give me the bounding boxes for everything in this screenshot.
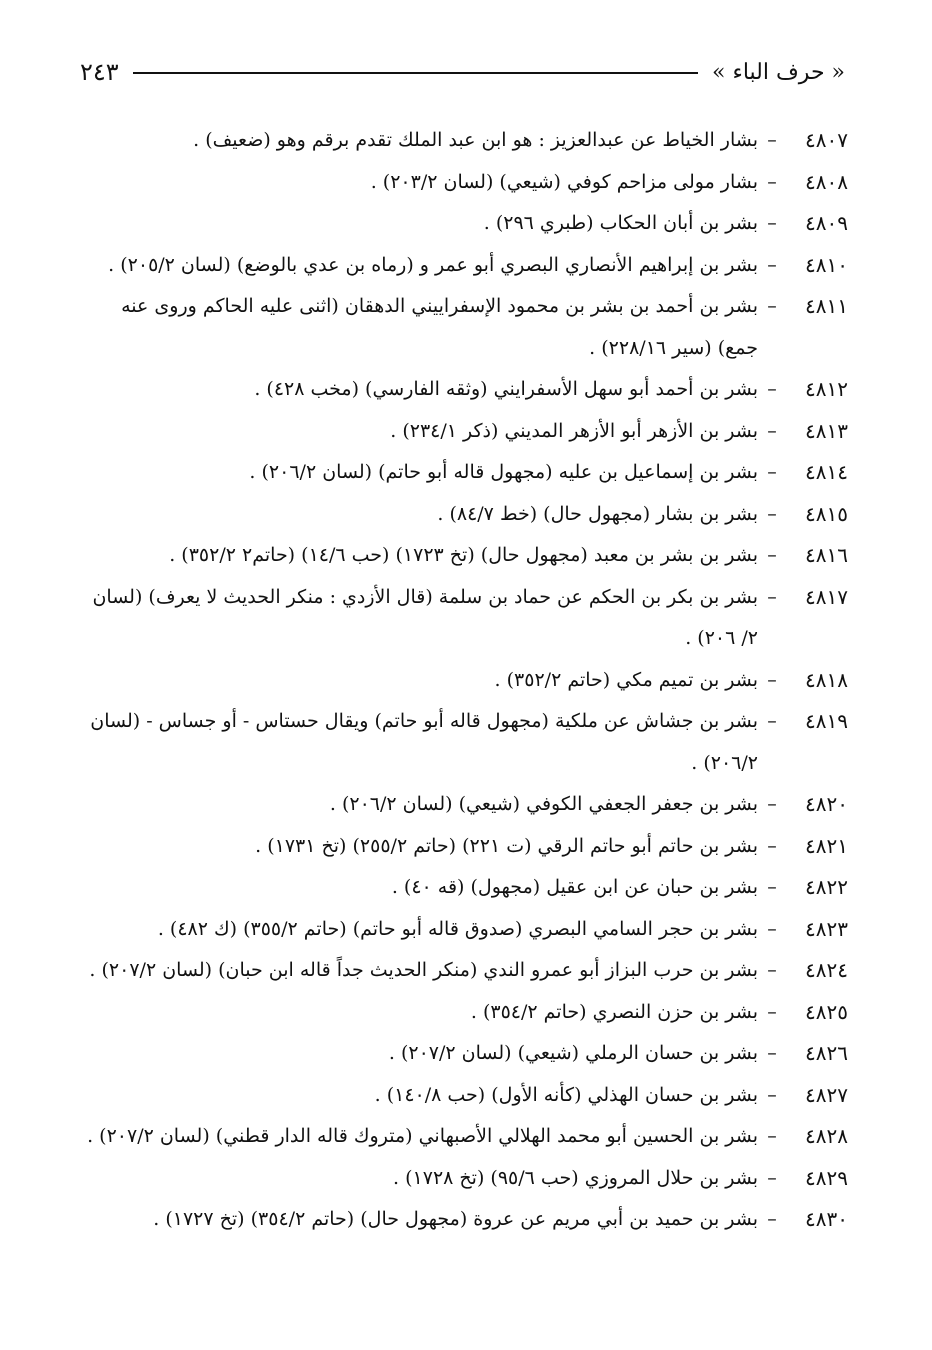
entry-text: بشر بن حزن النصري (حاتم ٣٥٤/٢) . (470, 1000, 758, 1023)
entry (78, 701, 848, 784)
entry-text: بشر بن حبان عن ابن عقيل (مجهول) (قه ٤٠) . (391, 876, 758, 898)
entry-number: ٤٨١٨ (805, 667, 848, 692)
entry-text: بشر بن حميد بن أبي مريم عن عروة (مجهول حال) (حاتم ٣٥٤/٢) (تخ ١٧٢٧) . (153, 1208, 758, 1230)
running-header-title: « حرف الباء » (712, 59, 845, 85)
entry (78, 577, 848, 660)
entry-number: ٤٨٠٩ (805, 211, 848, 235)
entry-dash: – (767, 1000, 777, 1023)
entry (78, 494, 848, 536)
entry-number: ٤٨٢٥ (805, 999, 848, 1024)
entry-dash: – (767, 544, 777, 566)
entry-text: بشر بن حاتم أبو حاتم الرقي (ت ٢٢١) (حاتم ٢٥٥/٢) (تخ ١٧٣١) . (255, 834, 758, 857)
entry-text: بشر بن أحمد أبو سهل الأسفرايني (وثقه الفارسي) (مخب ٤٢٨) . (254, 378, 758, 400)
entry (78, 286, 848, 369)
entry (78, 950, 848, 992)
entry (78, 784, 848, 826)
entry (78, 1199, 848, 1241)
entry-dash: – (767, 1042, 777, 1064)
entry-text: بشر بن الأزهر أبو الأزهر المديني (ذكر ٢٣٤/١) . (390, 419, 758, 442)
entry-dash: – (767, 959, 777, 981)
page-header (80, 52, 845, 92)
entry-number: ٤٨١٤ (805, 460, 848, 484)
entry-dash: – (767, 419, 777, 442)
entry-number: ٤٨١٧ (805, 584, 848, 609)
entry (78, 1033, 848, 1075)
entry-text: بشر بن حجر السامي البصري (صدوق قاله أبو حاتم) (حاتم ٣٥٥/٢) (ك ٤٨٢) . (157, 917, 758, 940)
entry-dash: – (767, 668, 777, 691)
entry-number: ٤٨٠٨ (805, 169, 848, 194)
entry-dash: – (767, 876, 777, 898)
entry (78, 411, 848, 453)
entry (78, 452, 848, 494)
entry (78, 120, 848, 162)
entry-text: بشر بن حلال المروزي (حب ٩٥/٦) (تخ ١٧٢٨) . (393, 1166, 758, 1189)
entry-text: بشر بن حرب البزاز أبو عمرو الندي (منكر الحديث جداً قاله ابن حبان) (لسان ٢٠٧/٢) . (89, 959, 758, 981)
entry-dash: – (767, 1125, 777, 1147)
entry-number: ٤٨٠٧ (805, 128, 848, 152)
entry-number: ٤٨١٢ (805, 377, 848, 401)
entry (78, 535, 848, 577)
entry-dash: – (767, 710, 777, 732)
page-number: ٢٤٣ (80, 58, 119, 86)
entry-text: بشر بن تميم مكي (حاتم ٣٥٢/٢) . (494, 668, 758, 691)
entry-text: بشر بن بشر بن معبد (مجهول حال) (تخ ١٧٢٣) (حب ١٤/٦) (حاتم٢ ٣٥٢/٢) . (169, 544, 758, 566)
entry-text: بشر بن أحمد بن بشر بن محمود الإسفراييني الدهقان (اثنى عليه الحاكم وروى عنه جمع) (سير ٢٢٨/١٦) . (121, 295, 758, 359)
entry-number: ٤٨٢٤ (805, 958, 848, 982)
entry-number: ٤٨٢٧ (805, 1082, 848, 1107)
entry (78, 162, 848, 204)
entry-number: ٤٨٢٢ (805, 875, 848, 899)
entry-text: بشر بن جشاش عن ملكية (مجهول قاله أبو حاتم) ويقال حستاس - أو جساس - (لسان ٢٠٦/٢) . (90, 710, 758, 774)
entry-text: بشر بن أبان الحكاب (طبري ٢٩٦) . (483, 212, 758, 234)
entry-number: ٤٨٣٠ (805, 1207, 848, 1231)
entry-dash: – (767, 793, 777, 815)
entry-dash: – (767, 1083, 777, 1106)
entry-text: بشر بن حسان الهذلي (كأنه الأول) (حب ١٤٠/٨) . (374, 1083, 758, 1106)
entry-number: ٤٨١٦ (805, 543, 848, 567)
entry-number: ٤٨٢٦ (805, 1041, 848, 1065)
entry (78, 909, 848, 951)
entry (78, 826, 848, 868)
entry-number: ٤٨١٠ (805, 252, 848, 277)
entry-dash: – (767, 212, 777, 234)
entry-number: ٤٨١٣ (805, 418, 848, 443)
header-rule (133, 72, 698, 74)
entry-dash: – (767, 253, 777, 276)
entry (78, 992, 848, 1034)
entry (78, 867, 848, 909)
entry (78, 660, 848, 702)
entry-text: بشر بن حسان الرملي (شيعي) (لسان ٢٠٧/٢) . (388, 1042, 758, 1064)
entry-list (78, 120, 848, 1241)
entry-text: بشر بن بكر بن الحكم عن حماد بن سلمة (قال الأزدي : منكر الحديث لا يعرف) (لسان ٢/ ٢٠٦) . (92, 585, 758, 649)
entry-number: ٤٨١٥ (805, 501, 848, 526)
entry (78, 203, 848, 245)
entry-number: ٤٨١١ (805, 294, 848, 318)
entry-text: بشار الخياط عن عبدالعزيز : هو ابن عبد الملك تقدم برقم وهو (ضعيف) . (193, 129, 758, 151)
entry-text: بشر بن إبراهيم الأنصاري البصري أبو عمر و (رماه بن عدي بالوضع) (لسان ٢٠٥/٢) . (108, 253, 758, 276)
entry-dash: – (767, 502, 777, 525)
entry-text: بشر بن بشار (مجهول حال) (خط ٨٤/٧) . (437, 502, 758, 525)
entry (78, 1116, 848, 1158)
entry-number: ٤٨١٩ (805, 709, 848, 733)
entry-number: ٤٨٢٨ (805, 1124, 848, 1148)
entry-number: ٤٨٢١ (805, 833, 848, 858)
entry-dash: – (767, 378, 777, 400)
entry-text: بشر بن الحسين أبو محمد الهلالي الأصبهاني (متروك قاله الدار قطني) (لسان ٢٠٧/٢) . (87, 1125, 758, 1147)
entry-text: بشر بن إسماعيل بن عليه (مجهول قاله أبو حاتم) (لسان ٢٠٦/٢) . (249, 461, 758, 483)
entry-dash: – (767, 295, 777, 317)
entry-dash: – (767, 917, 777, 940)
entry (78, 245, 848, 287)
entry (78, 369, 848, 411)
entry-dash: – (767, 1208, 777, 1230)
entry-text: بشار مولى مزاحم كوفي (شيعي) (لسان ٢٠٣/٢) . (370, 170, 758, 193)
entry-number: ٤٨٢٩ (805, 1165, 848, 1190)
entry-dash: – (767, 170, 777, 193)
entry (78, 1158, 848, 1200)
entry-dash: – (767, 585, 777, 608)
entry-dash: – (767, 1166, 777, 1189)
entry-dash: – (767, 129, 777, 151)
entry-number: ٤٨٢٠ (805, 792, 848, 816)
entry-dash: – (767, 461, 777, 483)
entry (78, 1075, 848, 1117)
entry-dash: – (767, 834, 777, 857)
entry-number: ٤٨٢٣ (805, 916, 848, 941)
entry-text: بشر بن جعفر الجعفي الكوفي (شيعي) (لسان ٢٠٦/٢) . (329, 793, 758, 815)
